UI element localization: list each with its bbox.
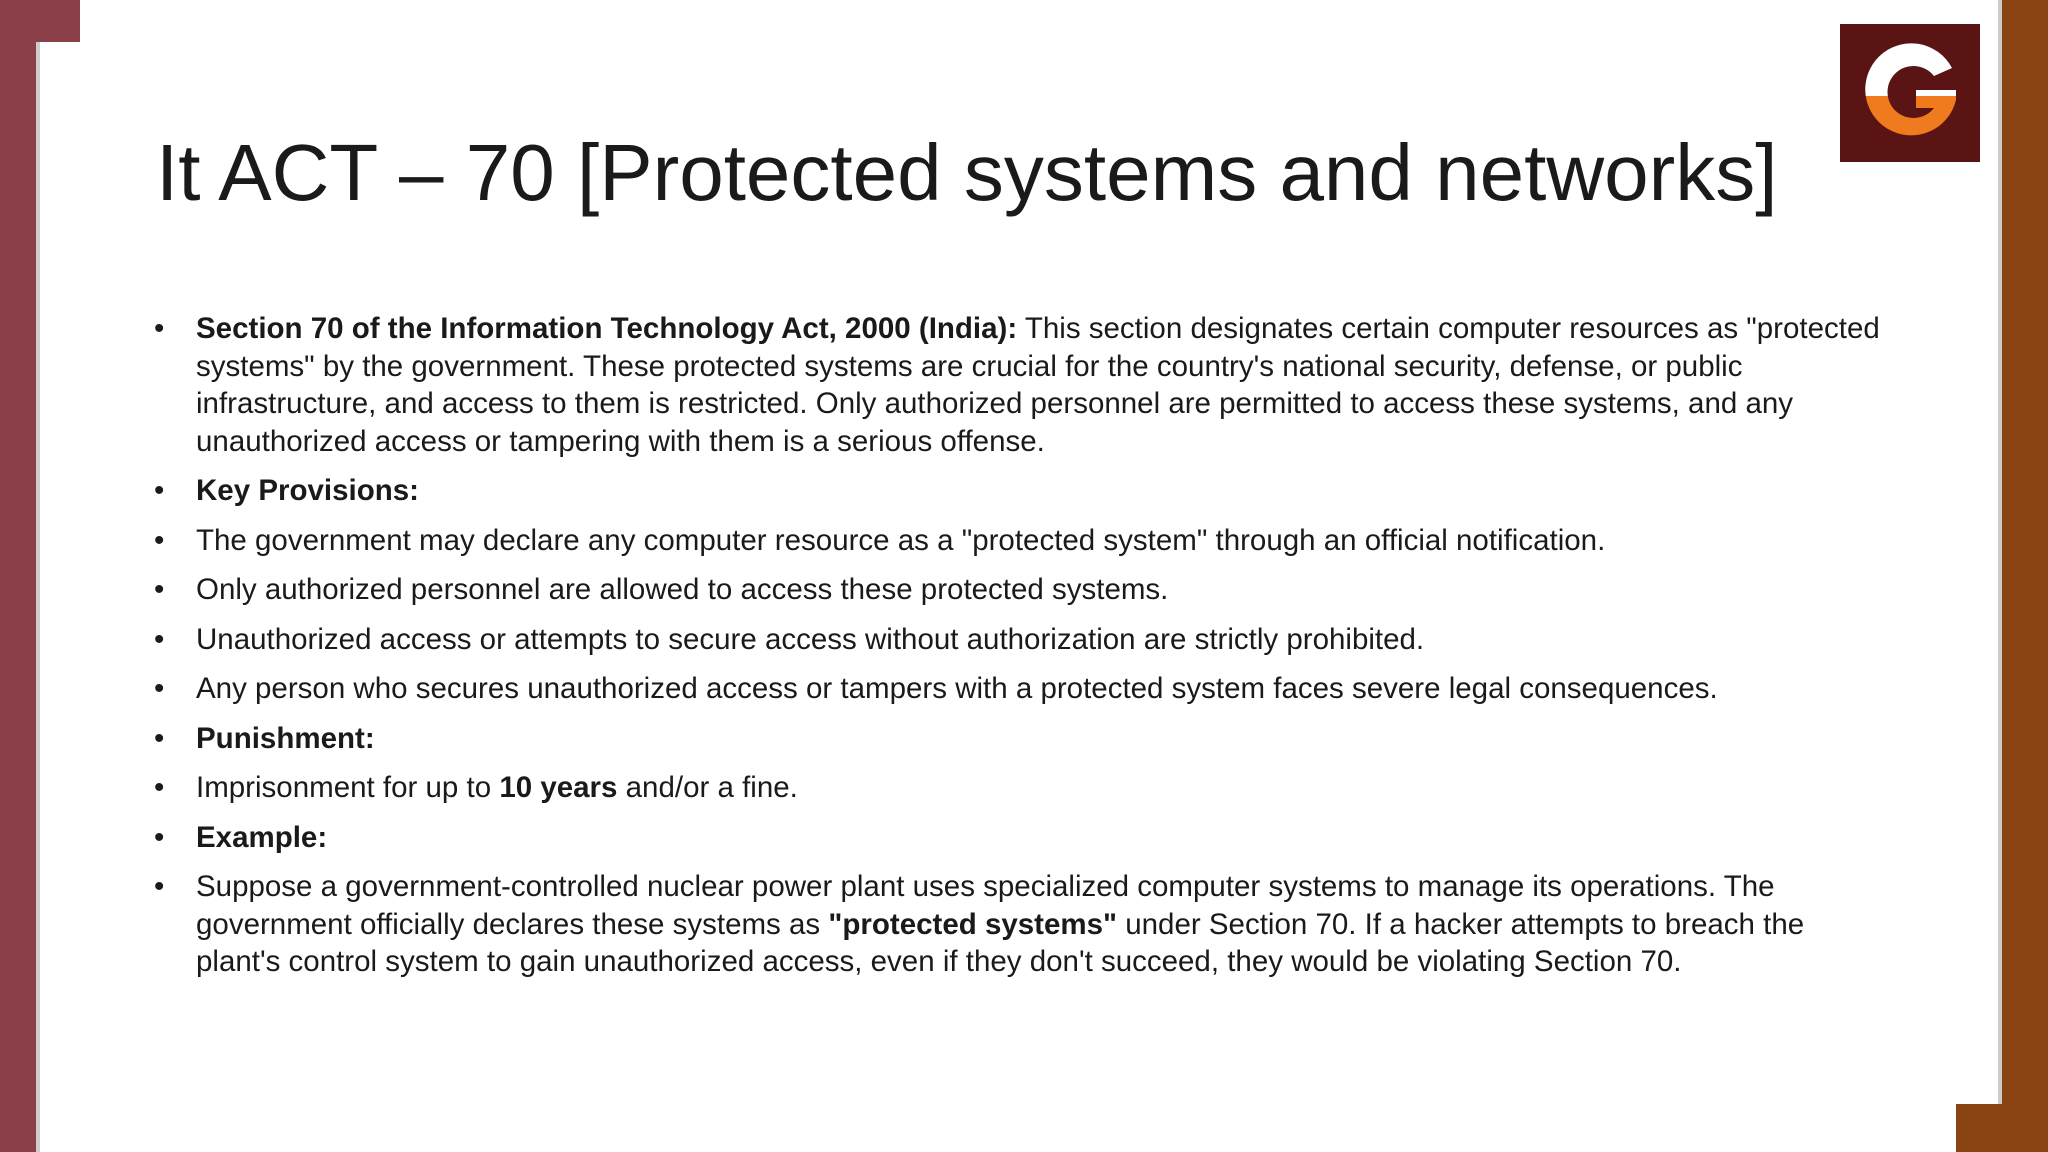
slide-title: It ACT – 70 [Protected systems and networks] xyxy=(156,128,1778,217)
list-item xyxy=(154,621,1894,659)
list-item xyxy=(154,522,1894,560)
list-item xyxy=(154,310,1894,460)
bullet-text: This section designates certain computer resources as "protected systems" by the government. These protected systems are crucial for the country's national security, defense, or public infrastructure, and access to them is restricted. Only authorized personnel are permitted to access these systems, and any unauthorized access or tampering with them is a serious offense. xyxy=(196,312,1880,458)
left-frame-cap xyxy=(0,0,80,42)
bullet-marker: • xyxy=(154,870,165,903)
left-frame-shadow xyxy=(36,42,40,1152)
section-heading: Example: xyxy=(196,820,328,854)
bullet-marker: • xyxy=(154,771,165,804)
list-item xyxy=(154,720,1894,758)
right-frame-shadow xyxy=(1998,0,2002,1104)
bullet-strong-text: "protected systems" xyxy=(828,907,1118,941)
bullet-marker: • xyxy=(154,820,165,854)
bullet-text: under Section 70. If a hacker attempts to breach the plant's control system to gain unauthorized access, even if they don't succeed, they would be violating Section 70. xyxy=(196,907,1805,978)
bullet-marker: • xyxy=(154,622,165,656)
bullet-marker: • xyxy=(154,573,165,606)
bullet-marker: • xyxy=(154,672,165,705)
list-item xyxy=(154,868,1894,981)
bullet-text: and/or a fine. xyxy=(617,771,798,804)
section-heading: Punishment: xyxy=(196,721,375,755)
bullet-text: The government may declare any computer resource as a "protected system" through an official notification. xyxy=(196,523,1606,557)
bullet-text: Unauthorized access or attempts to secure access without authorization are strictly prohibited. xyxy=(196,622,1425,656)
list-item xyxy=(154,670,1894,708)
bullet-marker: • xyxy=(154,721,165,755)
bullet-text: Suppose a government-controlled nuclear power plant uses specialized computer systems to manage its operations. The government officially declares these systems as xyxy=(196,870,1775,941)
bullet-text: Imprisonment for up to xyxy=(196,771,500,804)
list-item xyxy=(154,819,1894,857)
bullet-strong-text: Section 70 of the Information Technology Act, 2000 (India): xyxy=(196,312,1018,345)
right-frame-foot xyxy=(1956,1104,2048,1152)
bullet-text: Any person who secures unauthorized access or tampers with a protected system faces severe legal consequences. xyxy=(196,672,1718,705)
bullet-list xyxy=(154,310,1894,993)
right-frame-bar xyxy=(2002,0,2048,1152)
bullet-strong-text: 10 years xyxy=(499,771,618,804)
left-frame-bar xyxy=(0,0,36,1152)
list-item xyxy=(154,769,1894,807)
bullet-marker: • xyxy=(154,312,165,345)
list-item xyxy=(154,472,1894,510)
bullet-marker: • xyxy=(154,474,165,507)
section-heading: Key Provisions: xyxy=(196,474,419,507)
list-item xyxy=(154,571,1894,609)
bullet-marker: • xyxy=(154,523,165,557)
bullet-text: Only authorized personnel are allowed to access these protected systems. xyxy=(196,573,1169,606)
